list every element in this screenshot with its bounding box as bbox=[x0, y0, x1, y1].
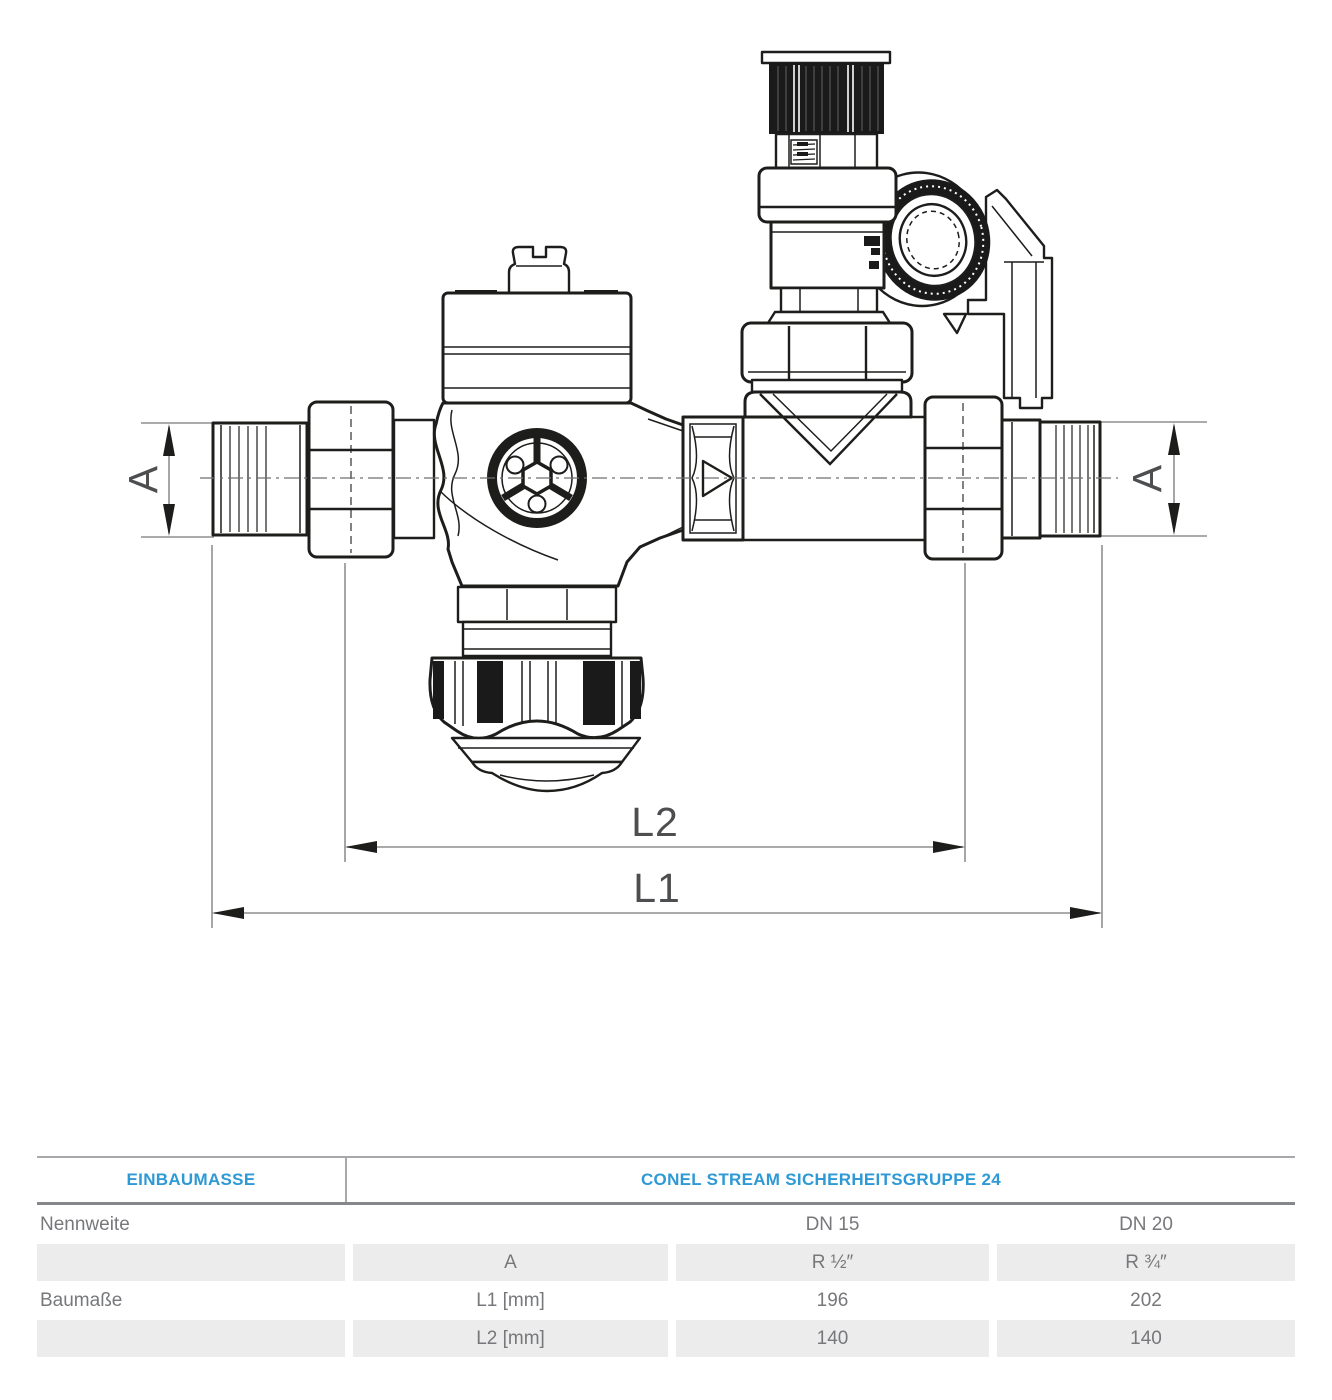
main-valve-body bbox=[394, 247, 683, 791]
tee-union-nut bbox=[742, 323, 912, 382]
valve-cap-plate bbox=[762, 52, 890, 63]
row-value-dn20: R ¾″ bbox=[997, 1244, 1295, 1281]
row-value-dn20: 140 bbox=[997, 1320, 1295, 1357]
row-value-dn15: 196 bbox=[816, 1289, 849, 1311]
valve-upper-body bbox=[759, 168, 896, 222]
safety-relief-valve bbox=[759, 52, 896, 323]
table-row bbox=[37, 1244, 1295, 1281]
valve-bonnet bbox=[443, 293, 631, 403]
dim-label-a-right: A bbox=[1123, 463, 1170, 493]
bracket-tab bbox=[944, 314, 966, 333]
row-value-dn20: DN 20 bbox=[1119, 1213, 1173, 1235]
spec-table-header bbox=[37, 1156, 1295, 1205]
adapter-ring bbox=[1002, 420, 1040, 538]
spec-table bbox=[37, 1156, 1295, 1357]
row-param: L2 [mm] bbox=[353, 1320, 668, 1357]
dim-label-a-left: A bbox=[119, 464, 166, 494]
table-row bbox=[37, 1320, 1295, 1357]
row-value-dn15: 140 bbox=[676, 1320, 989, 1357]
row-label: Baumaße bbox=[40, 1289, 123, 1311]
row-value-dn15: DN 15 bbox=[805, 1213, 860, 1235]
tee-collar bbox=[752, 380, 902, 392]
table-row bbox=[37, 1282, 1295, 1319]
valve-neck bbox=[781, 288, 877, 312]
dimension-a-left bbox=[120, 423, 214, 537]
row-param: A bbox=[353, 1244, 668, 1281]
bonnet-cap bbox=[509, 247, 569, 295]
body-inlet-collar bbox=[394, 420, 434, 538]
dimension-a-right bbox=[1098, 422, 1207, 536]
table-row bbox=[37, 1206, 1295, 1243]
funnel-outlet bbox=[472, 762, 622, 791]
row-label: Nennweite bbox=[40, 1213, 130, 1235]
row-param bbox=[353, 1206, 668, 1243]
dim-label-l1: L1 bbox=[633, 865, 681, 911]
tee-and-pipe bbox=[742, 323, 927, 540]
row-param: L1 [mm] bbox=[476, 1289, 545, 1311]
left-connection bbox=[213, 402, 393, 557]
row-label bbox=[37, 1244, 345, 1281]
row-value-dn20: 202 bbox=[1130, 1289, 1162, 1311]
table-header-einbaumasse: EINBAUMASSE bbox=[126, 1170, 256, 1189]
dim-label-l2: L2 bbox=[631, 799, 679, 845]
threaded-nipple-right bbox=[1040, 422, 1100, 536]
row-value-dn15: R ½″ bbox=[676, 1244, 989, 1281]
table-header-product: CONEL STREAM SICHERHEITSGRUPPE 24 bbox=[640, 1170, 1002, 1189]
threaded-nipple-left bbox=[213, 423, 307, 535]
drain-funnel bbox=[430, 587, 643, 791]
row-label bbox=[37, 1320, 345, 1357]
